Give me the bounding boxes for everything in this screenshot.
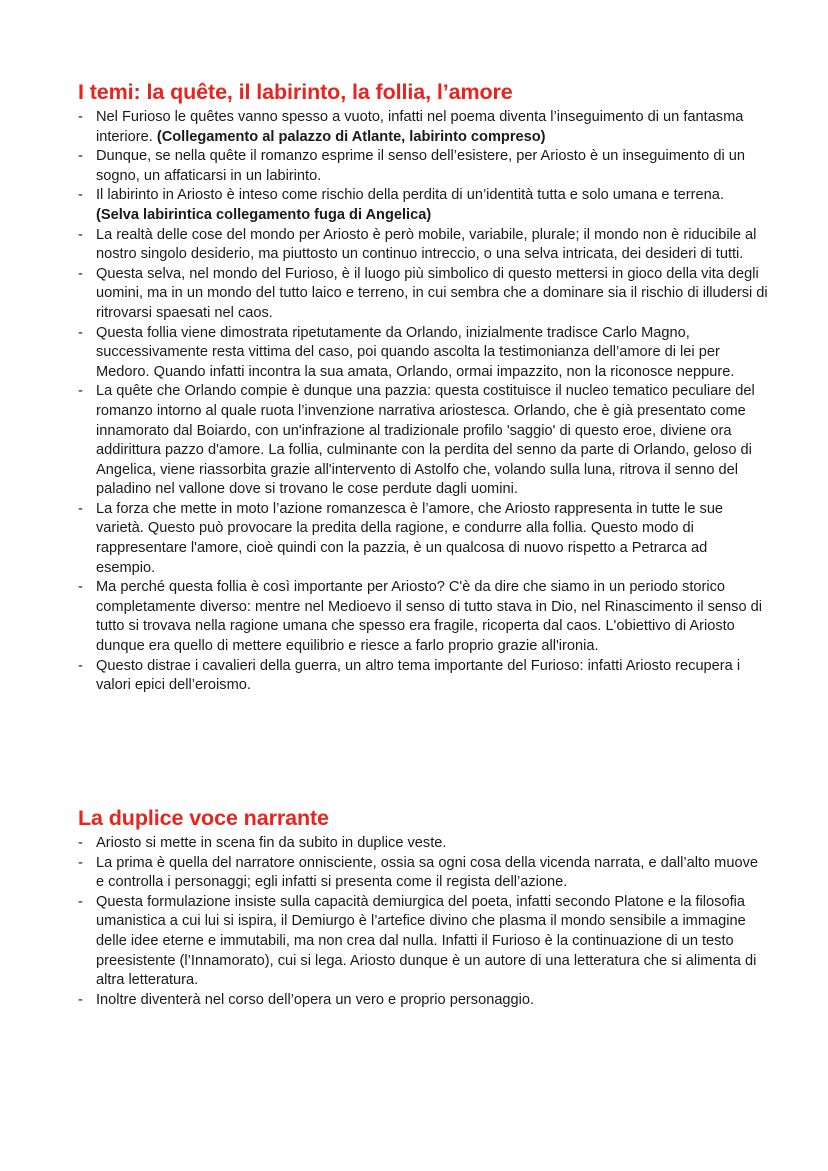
dash-bullet-icon: - [78,324,83,341]
bold-note: (Collegamento al palazzo di Atlante, labirinto compreso) [156,128,546,145]
list-item: - Ariosto si mette in scena fin da subito in duplice veste. [78,834,768,854]
list-item: - La realtà delle cose del mondo per Ariosto è però mobile, variabile, plurale; il mondo non è riducibile al nostro singolo desiderio, ma piuttosto un continuo intreccio, o una selva intricata, dei desideri di tutti. [78,226,757,263]
list-item: - Inoltre diventerà nel corso dell’opera un vero e proprio personaggio. [78,991,768,1011]
section-heading: La duplice voce narrante [78,806,329,830]
dash-bullet-icon: - [78,265,83,282]
list-item: - Ma perché questa follia è così importante per Ariosto? C'è da dire che siamo in un periodo storico completamente diverso: mentre nel Medioevo il senso di tutto stava in Dio, nel Rinascimento il senso di tutto si trovava nella ragione umana che spesso era fragile, ricoperta dal caos. L'obiettivo di Ariosto dunque era quello di mettere equilibrio e riesce a farlo proprio grazie all'ironia. [78,579,762,655]
list-item: - Dunque, se nella quête il romanzo esprime il senso dell’esistere, per Ariosto è un inseguimento di un sogno, un affaticarsi in un labirinto. [78,148,745,184]
list-item: - Questa follia viene dimostrata ripetutamente da Orlando, inizialmente tradisce Carlo Magno, successivamente resta vittima del caso, poi quando ascolta la testimonianza dell’amore di lei per Medoro. Quando infatti incontra la sua amata, Orlando, ormai impazzito, non la riconosce neppure. [78,324,735,380]
bullet-list [78,108,768,696]
dash-bullet-icon: - [78,148,83,165]
list-item: - Questa selva, nel mondo del Furioso, è il luogo più simbolico di questo mettersi in gioco della vita degli uomini, ma in un mondo del tutto laico e terreno, in cui sembra che a dominare sia il rischio di illudersi di ritrovarsi spaesati nel caos. [78,265,768,321]
section-themes [78,78,768,696]
dash-bullet-icon: - [78,226,83,243]
section-narrative-voice [78,804,768,1010]
dash-bullet-icon: - [78,383,83,400]
dash-bullet-icon: - [78,835,83,851]
list-item: - Questo distrae i cavalieri della guerra, un altro tema importante del Furioso: infatti Ariosto recupera i valori epici dell’eroismo. [78,657,741,694]
dash-bullet-icon: - [78,657,83,674]
list-item: - La forza che mette in moto l’azione romanzesca è l’amore, che Ariosto rappresenta in tutte le sue varietà. Questo può provocare la predita della ragione, e condurre alla follia. Questo modo di rappresentare l'amore, cioè quindi con la pazzia, è un qualcosa di nuovo rispetto a Petrarca ad esempio. [78,500,724,576]
list-item: - La prima è quella del narratore onnisciente, ossia sa ogni cosa della vicenda narrata, e dall’alto muove e controlla i personaggi; egli infatti si presenta come il regista dell’azione. [78,854,758,891]
dash-bullet-icon: - [78,109,83,125]
list-item: - La quête che Orlando compie è dunque una pazzia: questa costituisce il nucleo tematico peculiare del romanzo intorno al quale ruota l’invenzione narrativa ariostesca. Orlando, che è già presentato come innamorato dal Boiardo, con un'infrazione al tradizionale profilo 'saggio' di questo eroe, diviene ora addirittura pazzo d'amore. La follia, culminante con la perdita del senno da parte di Orlando, geloso di Angelica, viene riassorbita grazie all'intervento di Astolfo che, volando sulla luna, ritrova il senno del paladino nel vallone dove si trovano le cose perdute dagli uomini. [78,383,755,498]
list-item: - Nel Furioso le quêtes vanno spesso a vuoto, infatti nel poema diventa l’inseguimento di un fantasma interiore. (Collegamento al palazzo di Atlante, labirinto compreso) [78,109,744,145]
list-item: - Il labirinto in Ariosto è inteso come rischio della perdita di un’identità tutta e solo umana e terrena. (Selva labirintica collegamento fuga di Angelica) [78,187,724,223]
dash-bullet-icon: - [78,500,83,517]
dash-bullet-icon: - [78,187,83,204]
dash-bullet-icon: - [78,893,83,910]
bold-note: (Selva labirintica collegamento fuga di Angelica) [96,206,432,223]
dash-bullet-icon: - [78,991,83,1008]
list-item: - Questa formulazione insiste sulla capacità demiurgica del poeta, infatti secondo Platone e la filosofia umanistica a cui lui si ispira, il Demiurgo è l’artefice divino che plasma il mondo sensibile a immagine delle idee eterne e immutabili, ma non crea dal nulla. Infatti il Furioso è la continuazione di un testo preesistente (l’Innamorato), cui si lega. Ariosto dunque è un autore di una letteratura che si alimenta di altra letteratura. [78,893,757,989]
section-heading: I temi: la quête, il labirinto, la follia, l’amore [78,80,513,104]
dash-bullet-icon: - [78,854,83,871]
dash-bullet-icon: - [78,579,83,596]
bullet-list [78,834,768,1010]
